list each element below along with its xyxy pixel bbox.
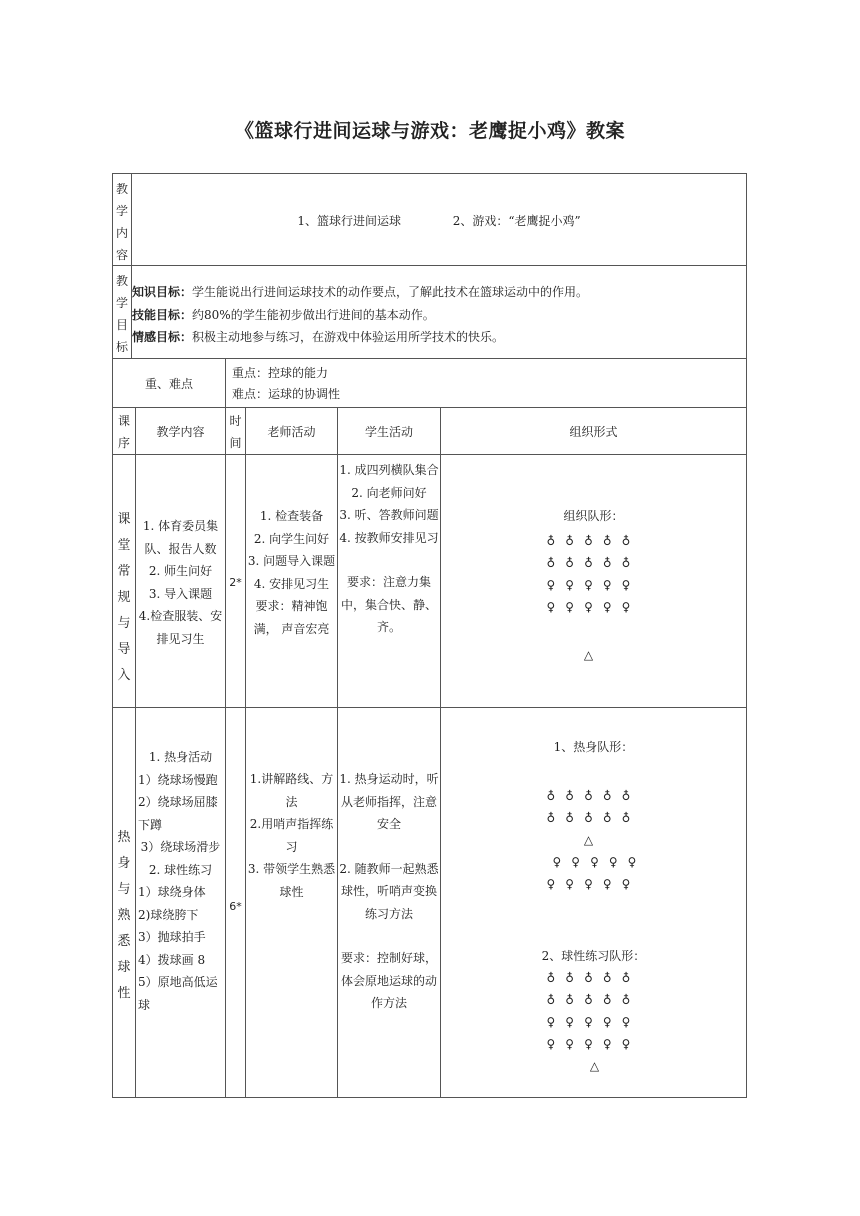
section2-org2-title: 2、球性练习队形： — [541, 948, 646, 963]
content-item-2: 2、游戏：“老鹰捉小鸡” — [452, 214, 581, 228]
content-label: 教学内容 — [115, 182, 128, 262]
section2-content-cell — [135, 707, 226, 1098]
section2-time: 6* — [229, 900, 242, 913]
section2-teacher-cell — [245, 707, 338, 1098]
emotion-goal-label: 情感目标： — [132, 330, 193, 344]
section1-student-1: 1. 成四列横队集合 — [339, 463, 439, 477]
section2-org-cell — [440, 707, 747, 1098]
section2-content-2: 1）绕球场慢跑 — [138, 772, 218, 787]
goals-label: 教学目标 — [115, 274, 128, 354]
section1-org-row-1: ♁♁♁♁♁ — [546, 533, 641, 548]
section2-org1-row-1: ♁♁♁♁♁ — [546, 788, 641, 803]
section1-org-teacher: △ — [583, 647, 604, 662]
section2-content-5: 2. 球性练习 — [148, 862, 213, 877]
section2-teacher-1: 1.讲解路线、方法 — [249, 772, 334, 809]
skill-goal-label: 技能目标： — [132, 307, 193, 322]
section1-teacher-4: 4. 安排见习生 — [253, 576, 330, 591]
section1-time: 2* — [229, 576, 242, 589]
goals-label-cell — [112, 265, 132, 359]
section2-time-cell — [225, 707, 246, 1098]
section2-student-2: 2. 随教师一起熟悉球性，听哨声变换练习方法 — [339, 861, 439, 921]
key-label: 重、难点 — [144, 377, 193, 391]
section1-org-row-4: ♀♀♀♀♀ — [546, 599, 641, 614]
section1-teacher-cell — [245, 454, 338, 708]
content-item-1: 1、篮球行进间运球 — [297, 214, 402, 228]
section1-org-title: 组织队形： — [563, 509, 624, 523]
section1-org-cell — [440, 454, 747, 708]
section2-content-6: 1）球绕身体 — [138, 885, 206, 899]
section2-content-3: 2）绕球场屈膝下蹲 — [138, 795, 218, 832]
section1-content-2: 2. 师生问好 — [148, 564, 213, 578]
section1-org-row-3: ♀♀♀♀♀ — [546, 577, 641, 592]
emotion-goal-text: 积极主动地参与练习，在游戏中体验运用所学技术的快乐。 — [192, 330, 505, 344]
section1-student-cell — [337, 454, 441, 708]
key-difficulty: 难点：运球的协调性 — [232, 387, 341, 401]
key-body-cell — [225, 358, 747, 408]
section2-student-3: 要求：控制好球，体会原地运球的动作方法 — [340, 951, 437, 1010]
section2-org2-row-1: ♁♁♁♁♁ — [546, 971, 641, 985]
section1-teacher-3: 3. 问题导入课题 — [247, 554, 336, 568]
section1-name-cell — [112, 454, 136, 708]
section1-teacher-1: 1. 检查装备 — [259, 509, 324, 523]
section1-org-row-2: ♁♁♁♁♁ — [546, 555, 641, 570]
section1-teacher-2: 2. 向学生问好 — [253, 531, 330, 546]
knowledge-goal-text: 学生能说出行进间运球技术的动作要点，了解此技术在篮球运动中的作用。 — [192, 285, 589, 299]
section1-content-3: 3. 导入课题 — [148, 586, 213, 601]
section2-org2-row-3: ♀♀♀♀♀ — [546, 1015, 641, 1029]
section1-time-cell — [225, 454, 246, 708]
header-time: 时间 — [225, 407, 246, 455]
section2-org1-teacher: △ — [583, 832, 604, 847]
section1-student-4: 4. 按教师安排见习 — [339, 530, 439, 545]
key-focus: 重点：控球的能力 — [232, 366, 329, 380]
section2-teacher-3: 3. 带领学生熟悉球性 — [247, 862, 336, 899]
section2-content-9: 4）拨球画 8 — [138, 952, 206, 967]
section1-content-1: 1. 体育委员集队、报告人数 — [142, 519, 219, 556]
section2-student-cell — [337, 707, 441, 1098]
header-order: 课序 — [112, 407, 136, 455]
section2-content-8: 3）抛球拍手 — [138, 930, 206, 944]
section2-org1-row-2: ♁♁♁♁♁ — [546, 810, 641, 825]
section1-content-cell — [135, 454, 226, 708]
section2-teacher-2: 2.用哨声指挥练习 — [249, 817, 334, 854]
section2-content-4: 3）绕球场滑步 — [140, 840, 221, 854]
page-title: 《篮球行进间运球与游戏：老鹰捉小鸡》教案 — [234, 120, 625, 142]
header-content: 教学内容 — [135, 407, 226, 455]
section1-student-2: 2. 向老师问好 — [351, 485, 427, 500]
knowledge-goal-label: 知识目标： — [132, 285, 193, 299]
skill-goal — [132, 304, 746, 327]
section2-content-10: 5）原地高低运球 — [138, 975, 218, 1012]
section2-org1-row-4: ♀♀♀♀♀ — [546, 876, 641, 891]
section2-org1-row-3: ♀♀♀♀♀ — [552, 854, 647, 869]
section2-student-1: 1. 热身运动时，听从老师指挥，注意安全 — [339, 772, 439, 831]
key-label-cell — [112, 358, 226, 408]
section2-name-cell — [112, 707, 136, 1098]
content-label-cell — [112, 173, 132, 266]
header-org: 组织形式 — [440, 407, 747, 455]
knowledge-goal — [132, 281, 746, 304]
section2-org1-title: 1、热身队形： — [553, 740, 634, 754]
section1-name: 课堂常规与导入 — [117, 512, 131, 683]
section1-student-5: 要求：注意力集中，集合快、静、齐。 — [340, 575, 437, 634]
emotion-goal — [132, 326, 746, 349]
skill-goal-text: 约80%的学生能初步做出行进间的基本动作。 — [192, 307, 435, 322]
header-teacher: 老师活动 — [245, 407, 338, 455]
section2-org2-teacher: △ — [589, 1059, 610, 1073]
content-items — [132, 210, 746, 233]
section2-content-1: 1. 热身活动 — [148, 750, 213, 764]
section1-teacher-5: 要求：精神饱满， 声音宏亮 — [253, 599, 330, 636]
section2-org2-row-4: ♀♀♀♀♀ — [546, 1037, 641, 1051]
section2-name: 热身与熟悉球性 — [117, 830, 131, 1001]
content-body-cell — [131, 173, 747, 266]
section2-org2-row-2: ♁♁♁♁♁ — [546, 993, 641, 1007]
section1-student-3: 3. 听、答教师问题 — [339, 508, 439, 522]
section2-content-7: 2)球绕胯下 — [138, 907, 199, 922]
header-student: 学生活动 — [337, 407, 441, 455]
section1-content-4: 4.检查服装、安排见习生 — [138, 609, 223, 646]
goals-body-cell — [131, 265, 747, 359]
